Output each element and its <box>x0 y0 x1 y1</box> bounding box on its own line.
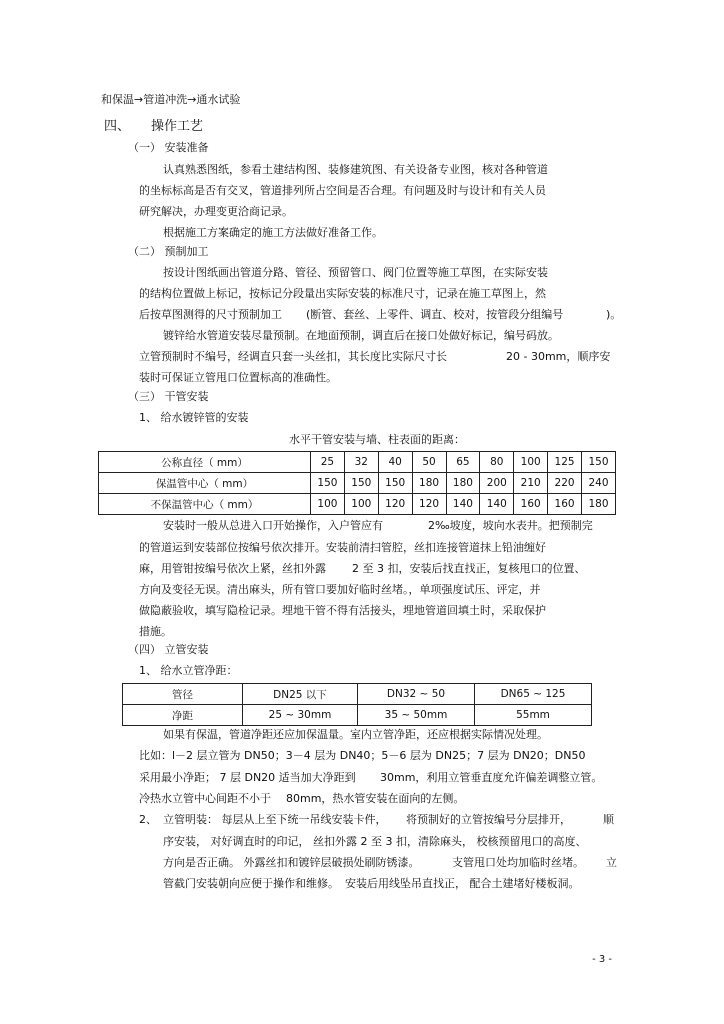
table-cell: 125 <box>548 452 582 473</box>
paragraph-line: 顺 <box>603 813 614 826</box>
paragraph-line: 安装时一般从总进入口开始操作，入户管应有 <box>163 519 383 532</box>
table-cell: 200 <box>480 473 514 494</box>
paragraph-line: 立管明装： 每层从上至下统一吊线安装卡件， <box>163 813 387 826</box>
paragraph-line: 将预制好的立管按编号分层排开， <box>406 813 571 826</box>
section-4-number: 四、 <box>104 119 131 134</box>
table-cell: 55mm <box>475 705 592 726</box>
table-cell: 220 <box>548 473 582 494</box>
table-cell: 保温管中心（ mm） <box>99 473 311 494</box>
table-cell: 120 <box>412 494 446 515</box>
subsection-4-title: （四） 立管安装 <box>128 643 209 656</box>
paragraph-line: 采用最小净距； 7 层 DN20 适当加大净距到 <box>139 771 356 784</box>
table-cell: 25 <box>311 452 345 473</box>
riser-clearance-table <box>122 683 592 726</box>
table-cell: 240 <box>582 473 616 494</box>
paragraph-line: 后按草图测得的尺寸预制加工 <box>139 308 282 321</box>
paragraph-line: 立管预制时不编号，经调直只套一头丝扣，其长度比实际尺寸长 <box>139 350 447 363</box>
table-cell: 净距 <box>123 705 243 726</box>
paragraph-line: (断管、套丝、上零件、调直、校对，按管段分组编号 <box>306 308 564 321</box>
paragraph-line: 立 <box>606 856 617 869</box>
table-cell: 32 <box>344 452 378 473</box>
paragraph-line: 安装后用线坠吊直找正， 配合土建堵好楼板洞。 <box>345 877 580 890</box>
table-header-row <box>123 684 592 705</box>
paragraph-line: 措施。 <box>139 625 172 638</box>
table-cell: 150 <box>582 452 616 473</box>
table-caption: 水平干管安装与墙、柱表面的距离： <box>289 433 465 446</box>
table-cell: 100 <box>311 494 345 515</box>
item-title: 1、 给水立管净距： <box>139 664 238 677</box>
table-cell: DN65 ~ 125 <box>475 684 592 705</box>
paragraph-line: 的管道运到安装部位按编号依次排开。安装前清扫管腔，丝扣连接管道抹上铅油缠好 <box>139 541 546 554</box>
paragraph-line: )。 <box>606 308 622 321</box>
table-cell: 160 <box>548 494 582 515</box>
table-cell: DN32 ~ 50 <box>358 684 475 705</box>
item-number: 2、 <box>139 813 157 826</box>
paragraph-line: 认真熟悉图纸，参看土建结构图、装修建筑图、有关设备专业图，核对各种管道 <box>163 163 548 176</box>
table-cell: 25 ~ 30mm <box>243 705 358 726</box>
subsection-2-title: （二） 预制加工 <box>128 245 209 258</box>
table-cell: 50 <box>412 452 446 473</box>
table-cell: 150 <box>311 473 345 494</box>
table-cell: 180 <box>582 494 616 515</box>
table-cell: 120 <box>378 494 412 515</box>
paragraph-line: 方向及变径无误。清出麻头，所有管口要加好临时丝堵。，单项强度试压、评定，并 <box>139 583 541 596</box>
paragraph-line: 的结构位置做上标记，按标记分段量出实际安装的标准尺寸，记录在施工草图上，然 <box>139 287 546 300</box>
table-row <box>123 705 592 726</box>
table-cell: 65 <box>446 452 480 473</box>
subsection-3-title: （三） 干管安装 <box>128 390 209 403</box>
paragraph-line: 80mm，热水管安装在面向的左侧。 <box>286 792 465 805</box>
page-number: - 3 - <box>592 954 612 965</box>
subsection-1-title: （一） 安装准备 <box>128 141 209 154</box>
table-cell: 210 <box>514 473 548 494</box>
paragraph-line: 比如：l－2 层立管为 DN50；3－4 层为 DN40；5－6 层为 DN25；7 层为 DN20；DN50 <box>139 749 586 762</box>
table-cell: 150 <box>344 473 378 494</box>
paragraph-line: 30mm，利用立管垂直度允许偏差调整立管。 <box>380 771 603 784</box>
table-cell: 180 <box>412 473 446 494</box>
table-cell: 公称直径（ mm） <box>99 452 311 473</box>
table-cell: 35 ~ 50mm <box>358 705 475 726</box>
table-cell: 180 <box>446 473 480 494</box>
table-cell: DN25 以下 <box>243 684 358 705</box>
table-cell: 150 <box>378 473 412 494</box>
paragraph-line: 2‰坡度，坡向水表井。把预制完 <box>428 519 593 532</box>
paragraph-line: 麻，用管钳按编号依次上紧，丝扣外露 <box>139 562 326 575</box>
table-cell: 100 <box>514 452 548 473</box>
horizontal-main-pipe-distance-table <box>98 451 616 515</box>
paragraph-line: 管截门安装朝向应便于操作和维修。 <box>163 877 339 890</box>
table-cell: 不保温管中心（ mm） <box>99 494 311 515</box>
table-row <box>99 473 616 494</box>
paragraph-line: 按设计图纸画出管道分路、管径、预留管口、阀门位置等施工草图，在实际安装 <box>163 266 548 279</box>
item-title: 1、 给水镀锌管的安装 <box>139 411 249 424</box>
paragraph-line: 的坐标标高是否有交叉，管道排列所占空间是否合理。有问题及时与设计和有关人员 <box>139 184 546 197</box>
paragraph-line: 20 - 30mm，顺序安 <box>506 350 611 363</box>
table-cell: 100 <box>344 494 378 515</box>
paragraph-line: 冷热水立管中心间距不小于 <box>139 792 271 805</box>
table-cell: 140 <box>480 494 514 515</box>
paragraph-line: 支管甩口处均加临时丝堵。 <box>452 856 584 869</box>
table-row <box>99 494 616 515</box>
process-flow-tail: 和保温→管道冲洗→通水试验 <box>101 93 241 106</box>
paragraph-line: 序安装， 对好调直时的印记， 丝扣外露 2 至 3 扣，清除麻头， 校核预留甩口的高度、 <box>163 835 587 848</box>
paragraph-line: 2 至 3 扣，安装后找直找正，复核甩口的位置、 <box>352 562 586 575</box>
table-cell: 140 <box>446 494 480 515</box>
table-cell: 160 <box>514 494 548 515</box>
paragraph-line: 镀锌给水管道安装尽量预制。在地面预制，调直后在接口处做好标记，编号码放。 <box>163 329 559 342</box>
paragraph-line: 方向是否正确。 外露丝扣和镀锌层破损处刷防锈漆。 <box>163 856 420 869</box>
table-cell: 40 <box>378 452 412 473</box>
table-header-row <box>99 452 616 473</box>
paragraph-line: 研究解决，办理变更洽商记录。 <box>139 205 293 218</box>
paragraph-line: 根据施工方案确定的施工方法做好准备工作。 <box>163 226 383 239</box>
section-4-title: 操作工艺 <box>151 119 204 134</box>
table-cell: 80 <box>480 452 514 473</box>
paragraph-line: 做隐蔽验收，填写隐检记录。埋地干管不得有活接头，埋地管道回填土时，采取保护 <box>139 604 546 617</box>
paragraph-line: 装时可保证立管甩口位置标高的准确性。 <box>139 371 337 384</box>
table-cell: 管径 <box>123 684 243 705</box>
paragraph-line: 如果有保温，管道净距还应加保温量。室内立管净距，还应根据实际情况处理。 <box>163 728 548 741</box>
